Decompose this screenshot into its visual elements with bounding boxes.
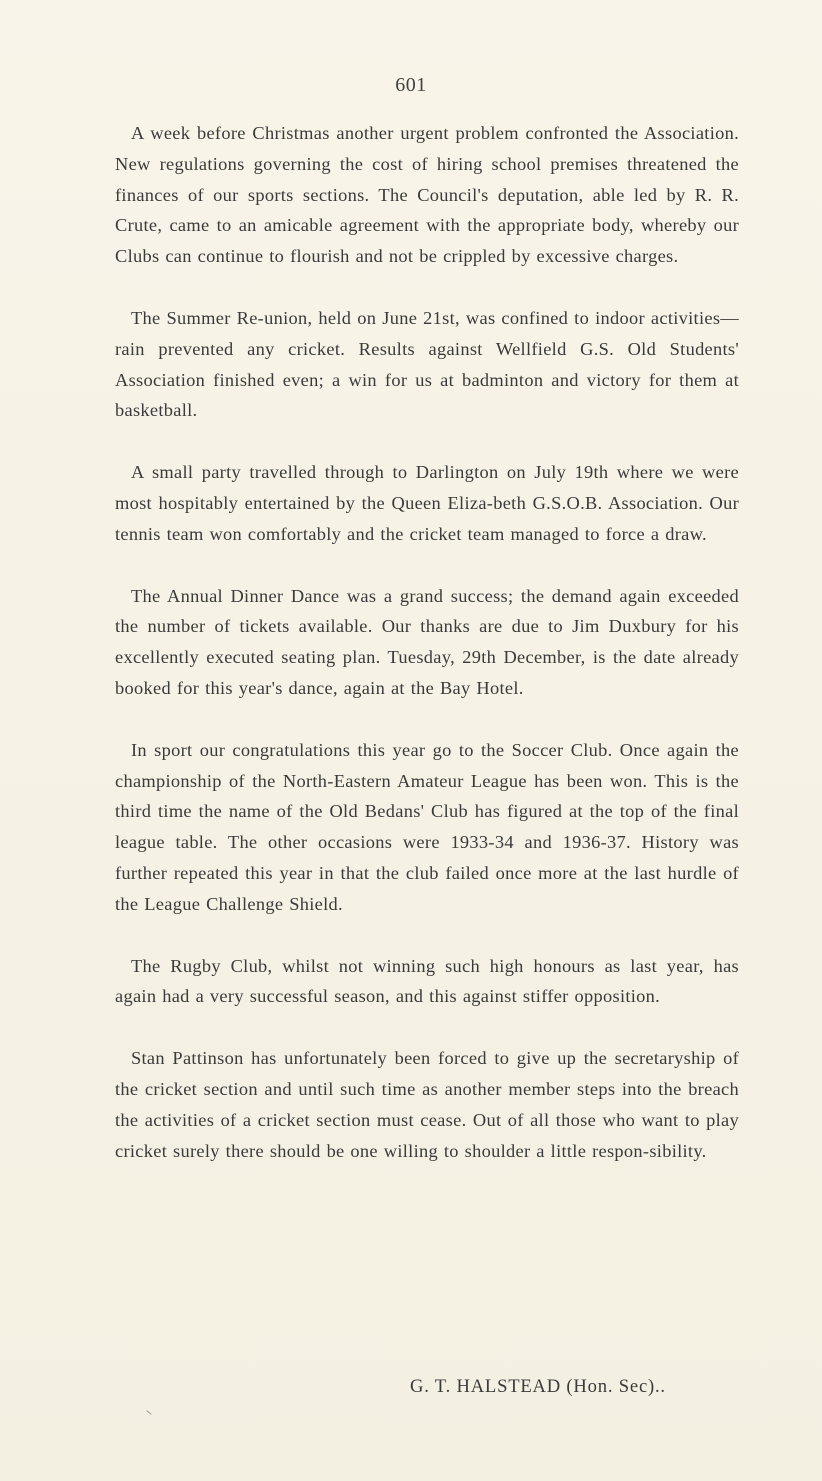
paper-speck	[146, 1410, 151, 1415]
paragraph-summer-reunion: The Summer Re-union, held on June 21st, was confined to indoor activities—rain prevented any cricket. Results against Wellfield G.S. Old Students' Association finished even; a win for us at badminton and victory for them at basketball.	[115, 307, 739, 421]
paragraph-rugby-club: The Rugby Club, whilst not winning such high honours as last year, has again had a very successful season, and this against stiffer opposition.	[115, 955, 739, 1007]
article-body	[115, 118, 739, 1197]
paragraph-darlington-visit: A small party travelled through to Darlington on July 19th where we were most hospitably entertained by the Queen Eliza-beth G.S.O.B. Association. Our tennis team won comfortably and the cricket team managed to force a draw.	[115, 462, 739, 544]
signature-line: G. T. HALSTEAD (Hon. Sec)..	[410, 1376, 666, 1397]
paragraph-dinner-dance: The Annual Dinner Dance was a grand success; the demand again exceeded the number of tickets available. Our thanks are due to Jim Duxbury for his excellently executed seating plan. Tuesday, 29th December, is the date already booked for this year's dance, again at the Bay Hotel.	[115, 585, 739, 698]
paragraph-soccer-club: In sport our congratulations this year go to the Soccer Club. Once again the championship of the North-Eastern Amateur League has been won. This is the third time the name of the Old Bedans' Club has figured at the top of the final league table. The other occasions were 1933-34 and 1936-37. History was further repeated this year in that the club failed once more at the last hurdle of the League Challenge Shield.	[115, 739, 739, 914]
page-number: 601	[395, 74, 427, 96]
paragraph-cricket-section: Stan Pattinson has unfortunately been forced to give up the secretaryship of the cricket section and until such time as another member steps into the breach the activities of a cricket section must cease. Out of all those who want to play cricket surely there should be one willing to shoulder a little respon-sibility.	[115, 1048, 739, 1161]
paragraph-christmas-problem: A week before Christmas another urgent problem confronted the Association. New regulations governing the cost of hiring school premises threatened the finances of our sports sections. The Council's deputation, able led by R. R. Crute, came to an amicable agreement with the appropriate body, whereby our Clubs can continue to flourish and not be crippled by excessive charges.	[115, 123, 739, 267]
